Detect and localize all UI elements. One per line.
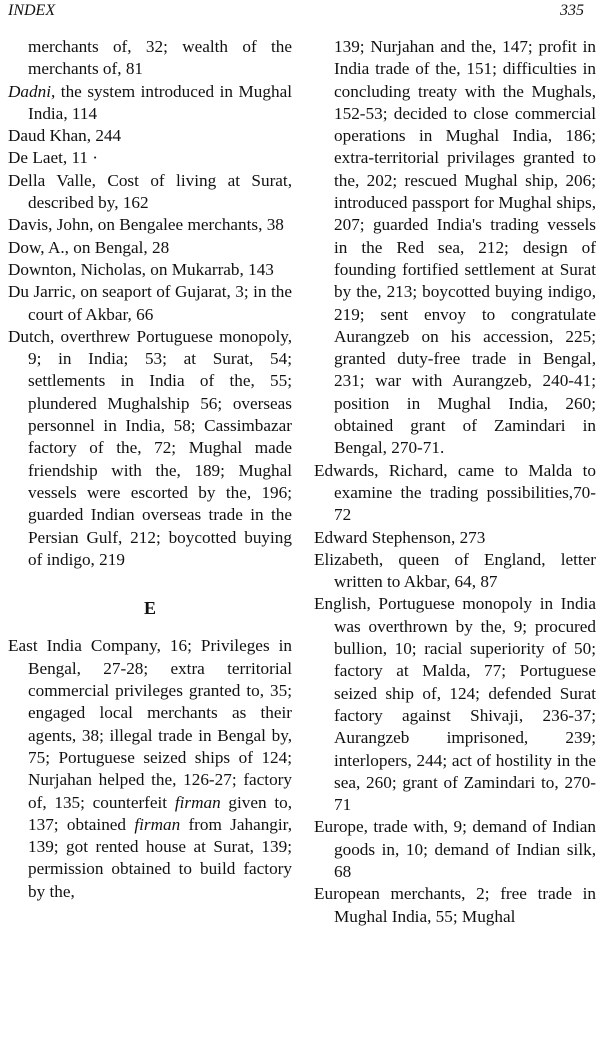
italic-term: firman bbox=[134, 814, 181, 834]
italic-term: Dadni bbox=[8, 81, 51, 101]
page-number: 335 bbox=[560, 2, 584, 19]
index-entry: Davis, John, on Bengalee merchants, 38 bbox=[8, 215, 284, 235]
index-entry: De Laet, 11 · bbox=[8, 148, 99, 168]
entry-text: East India Company, 16; Privileges in Bengal, 27-28; extra territorial commercial privileges granted to, 35; engaged local merchants as their agents, 38; illegal trade in Bengal by, 75; Portuguese seized ships of 124; Nurjahan helped the, 126-27; factory of, 135; counterfeit bbox=[8, 636, 292, 812]
index-entry: Dutch, overthrew Portuguese monopoly, 9; in India; 53; at Surat, 54; settlements in India of the, 55; plundered Mughalship 56; overseas personnel in India, 58; Cassimbazar factory of the, 72; Mughal made friendship with the, 189; Mughal vessels were escorted by the, 196; guarded Indian overseas trade in the Persian Gulf, 212; boycotted buying of indigo, 219 bbox=[8, 326, 292, 569]
index-entry: Du Jarric, on seaport of Gujarat, 3; in the court of Akbar, 66 bbox=[8, 282, 292, 324]
index-entry: Elizabeth, queen of England, letter written to Akbar, 64, 87 bbox=[314, 549, 596, 592]
entries-e bbox=[8, 635, 292, 903]
entry-text: , the system introduced in Mughal India, 114 bbox=[28, 81, 292, 123]
index-entry: European merchants, 2; free trade in Mughal India, 55; Mughal bbox=[314, 884, 596, 926]
index-entry: Dow, A., on Bengal, 28 bbox=[8, 237, 170, 257]
index-entry: 139; Nurjahan and the, 147; profit in India trade of the, 151; difficulties in concluding treaty with the Mughals, 152-53; decided to close commercial operations in Mughal India, 186; extra-territorial privilages granted to the, 202; rescued Mughal ship, 206; introduced passport for Mughal ships, 207; guarded India's trading vessels in the Red sea, 212; design of founding fortified settlement at Surat by the, 213; boycotted buying indigo, 219; sent envoy to congratulate Aurangzeb on his accession, 225; granted duty-free trade in Bengal, 231; war with Aurangzeb, 240-41; position in Mughal India, 260; obtained grant of Zamindari in Bengal, 270-71. bbox=[334, 37, 596, 458]
italic-term: firman bbox=[174, 792, 221, 812]
index-entry: merchants of, 32; wealth of the merchants of, 81 bbox=[28, 37, 292, 79]
index-entry bbox=[8, 635, 292, 903]
index-entry: Edwards, Richard, came to Malda to examine the trading possibilities,70-72 bbox=[314, 460, 596, 525]
page-header bbox=[8, 2, 592, 24]
index-entry: Europe, trade with, 9; demand of Indian goods in, 10; demand of Indian silk, 68 bbox=[314, 817, 596, 881]
index-entry: Edward Stephenson, 273 bbox=[314, 527, 486, 547]
entries-d bbox=[8, 36, 292, 571]
index-entry: Daud Khan, 244 bbox=[8, 126, 122, 146]
running-head: INDEX bbox=[8, 2, 56, 19]
index-entry: Downton, Nicholas, on Mukarrab, 143 bbox=[8, 259, 274, 279]
index-entry: English, Portuguese monopoly in India was overthrown by the, 9; procured bullion, 10; racial superiority of 50; factory at Malda, 77; Portuguese seized ship of, 124; defended Surat factory against Shivaji, 236-37; Aurangzeb imprisoned, 239; interlopers, 244; act of hostility in the sea, 260; grant of Zamindari to, 270-71 bbox=[314, 594, 596, 815]
section-letter: E bbox=[143, 598, 156, 619]
entry-text: given to, 137; obtained bbox=[28, 792, 292, 834]
index-entry bbox=[8, 81, 292, 126]
entry-text: from Jahangir, 139; got rented house at Surat, 139; permission obtained to build factory by the, bbox=[28, 814, 292, 901]
index-entry: Della Valle, Cost of living at Surat, described by, 162 bbox=[8, 170, 292, 213]
index-column-left bbox=[8, 36, 292, 903]
index-column-right bbox=[314, 36, 596, 928]
